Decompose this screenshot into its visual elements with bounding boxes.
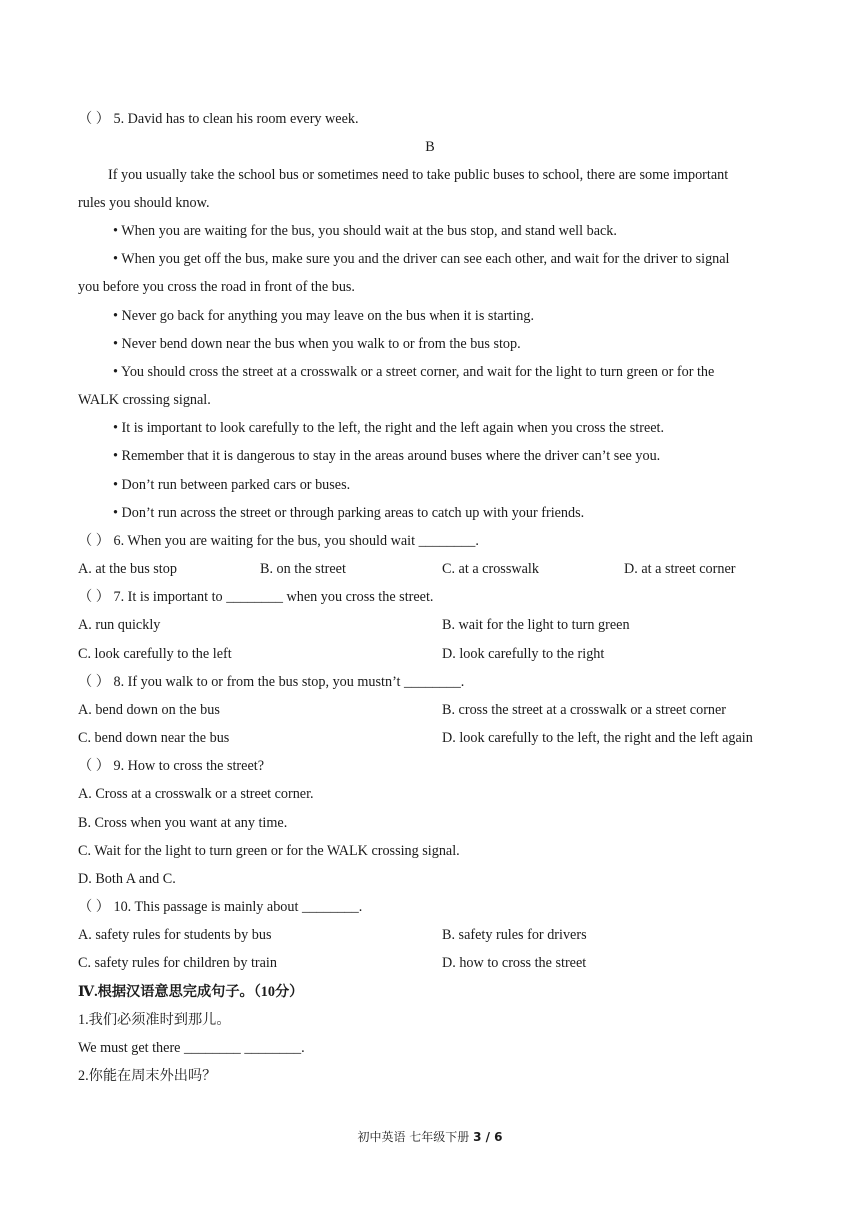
- answer-paren: （ ）: [78, 111, 110, 127]
- q9-option-a: A. Cross at a crosswalk or a street corner.: [78, 786, 314, 802]
- bullet-icon: •: [113, 364, 118, 380]
- rule-5: • You should cross the street at a crosswalk or a street corner, and wait for the light to turn green or for the: [113, 364, 715, 380]
- rule-6: • It is important to look carefully to the left, the right and the left again when you cross the street.: [113, 420, 665, 436]
- rule-2-cont: you before you cross the road in front of the bus.: [78, 279, 355, 295]
- q7-option-d: D. look carefully to the right: [442, 646, 605, 662]
- q7-option-b: B. wait for the light to turn green: [442, 617, 630, 633]
- q6-option-c: C. at a crosswalk: [442, 561, 539, 577]
- answer-paren: （ ）: [78, 758, 110, 774]
- rule-3: • Never go back for anything you may leave on the bus when it is starting.: [113, 308, 535, 324]
- answer-paren: （ ）: [78, 533, 110, 549]
- bullet-icon: •: [113, 477, 118, 493]
- q9-option-b: B. Cross when you want at any time.: [78, 815, 288, 831]
- rule-4: • Never bend down near the bus when you walk to or from the bus stop.: [113, 336, 521, 352]
- q8-option-b: B. cross the street at a crosswalk or a street corner: [442, 702, 727, 718]
- question-6: （ ） 6. When you are waiting for the bus, you should wait ________.: [78, 533, 479, 549]
- passage-intro-line2: rules you should know.: [78, 195, 210, 211]
- rule-9: • Don’t run across the street or through parking areas to catch up with your friends.: [113, 505, 585, 521]
- q10-option-c: C. safety rules for children by train: [78, 955, 277, 971]
- q10-option-a: A. safety rules for students by bus: [78, 927, 272, 943]
- bullet-icon: •: [113, 448, 118, 464]
- q9-option-d: D. Both A and C.: [78, 871, 176, 887]
- passage-intro-line1: If you usually take the school bus or sometimes need to take public buses to school, there are some important: [108, 167, 729, 183]
- sentence-1-english: We must get there ________ ________.: [78, 1040, 305, 1056]
- q9-option-c: C. Wait for the light to turn green or for the WALK crossing signal.: [78, 843, 460, 859]
- answer-paren: （ ）: [78, 674, 110, 690]
- page-footer: [0, 1128, 860, 1145]
- page-number: 3 / 6: [473, 1130, 503, 1144]
- q6-option-a: A. at the bus stop: [78, 561, 177, 577]
- answer-paren: （ ）: [78, 899, 110, 915]
- q8-option-a: A. bend down on the bus: [78, 702, 220, 718]
- question-7: （ ） 7. It is important to ________ when you cross the street.: [78, 589, 434, 605]
- q8-option-d: D. look carefully to the left, the right and the left again: [442, 730, 753, 746]
- bullet-icon: •: [113, 420, 118, 436]
- question-8: （ ） 8. If you walk to or from the bus stop, you mustn’t ________.: [78, 674, 465, 690]
- bullet-icon: •: [113, 223, 118, 239]
- q6-option-b: B. on the street: [260, 561, 346, 577]
- bullet-icon: •: [113, 336, 118, 352]
- bullet-icon: •: [113, 505, 118, 521]
- rule-2: • When you get off the bus, make sure you and the driver can see each other, and wait for the driver to signal: [113, 251, 730, 267]
- q6-option-d: D. at a street corner: [624, 561, 736, 577]
- q7-option-a: A. run quickly: [78, 617, 161, 633]
- rule-8: • Don’t run between parked cars or buses.: [113, 477, 351, 493]
- q7-option-c: C. look carefully to the left: [78, 646, 232, 662]
- question-5: [78, 109, 359, 129]
- q10-option-d: D. how to cross the street: [442, 955, 587, 971]
- rule-7: • Remember that it is dangerous to stay in the areas around buses where the driver can’t see you.: [113, 448, 661, 464]
- question-9: （ ） 9. How to cross the street?: [78, 758, 264, 774]
- bullet-icon: •: [113, 308, 118, 324]
- bullet-icon: •: [113, 251, 118, 267]
- section-b-title: B: [425, 139, 435, 155]
- q8-option-c: C. bend down near the bus: [78, 730, 230, 746]
- section-4-title: Ⅳ.根据汉语意思完成句子。（10分）: [78, 984, 304, 1000]
- sentence-1-chinese: 1.我们必须准时到那儿。: [78, 1012, 231, 1028]
- rule-5-cont: WALK crossing signal.: [78, 392, 211, 408]
- question-5-text: 5. David has to clean his room every week.: [113, 111, 359, 127]
- q10-option-b: B. safety rules for drivers: [442, 927, 587, 943]
- answer-paren: （ ）: [78, 589, 110, 605]
- sentence-2-chinese: 2.你能在周末外出吗？: [78, 1068, 217, 1084]
- question-10: （ ） 10. This passage is mainly about ________.: [78, 899, 363, 915]
- rule-1: • When you are waiting for the bus, you should wait at the bus stop, and stand well back.: [113, 223, 617, 239]
- footer-text: 初中英语 七年级下册: [357, 1130, 474, 1144]
